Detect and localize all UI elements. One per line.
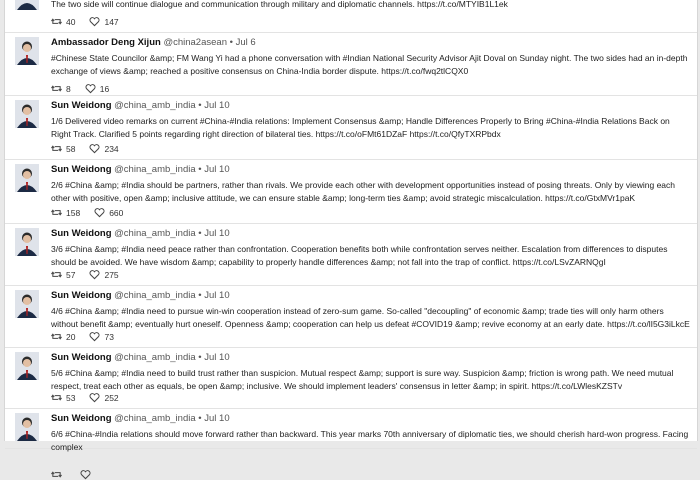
tweet-text: 4/6 #China &amp; #India need to pursue win-win cooperation instead of zero-sum game. So-called "decoupling" of economic &amp; trade ties will only harm others without benefit &amp; eventually hurt oneself. Openness &amp; cooperation can help us defeat #COVID19 &amp; revive economy at an early date. https://t.co/lI5G3iLkcE <box>51 306 690 329</box>
retweet-button[interactable] <box>51 83 71 94</box>
tweet-actions <box>51 16 119 27</box>
author-handle[interactable]: @china_amb_india <box>114 352 196 363</box>
tweet[interactable] <box>5 160 697 224</box>
retweet-button[interactable] <box>51 269 75 280</box>
retweet-button[interactable] <box>51 207 80 218</box>
author-handle[interactable]: @china_amb_india <box>114 100 196 111</box>
author-handle[interactable]: @china_amb_india <box>114 413 196 424</box>
retweet-button[interactable] <box>51 469 66 480</box>
author-name[interactable]: Sun Weidong <box>51 413 112 424</box>
tweet[interactable] <box>5 286 697 348</box>
tweet-header <box>51 413 230 425</box>
retweet-icon <box>51 143 62 154</box>
like-button[interactable] <box>89 392 118 403</box>
retweet-button[interactable] <box>51 143 75 154</box>
tweet-actions <box>51 269 119 280</box>
avatar[interactable] <box>15 352 39 380</box>
avatar[interactable] <box>15 0 39 10</box>
tweet[interactable] <box>5 96 697 160</box>
retweet-button[interactable] <box>51 392 75 403</box>
retweet-count: 58 <box>66 143 76 154</box>
like-button[interactable] <box>89 16 118 27</box>
tweet-text: #Chinese State Councilor &amp; FM Wang Yi had a phone conversation with #Indian National Security Advisor Ajit Doval on Sunday night. The two sides had an in-depth exchange of views &amp; reached a positive consensus on China-India border dispute. https://t.co/fwq2tlCQX0 <box>51 53 688 76</box>
author-name[interactable]: Sun Weidong <box>51 352 112 363</box>
tweet-date[interactable]: Jul 10 <box>204 290 230 301</box>
author-name[interactable]: Sun Weidong <box>51 228 112 239</box>
like-count: 73 <box>104 331 114 342</box>
tweet[interactable] <box>5 348 697 409</box>
retweet-count: 57 <box>66 269 76 280</box>
like-count: 660 <box>109 207 124 218</box>
separator: • <box>195 164 205 175</box>
avatar[interactable] <box>15 164 39 192</box>
heart-icon <box>89 143 100 154</box>
heart-icon <box>85 83 96 94</box>
retweet-count: 158 <box>66 207 81 218</box>
separator: • <box>195 100 205 111</box>
like-button[interactable] <box>85 83 109 94</box>
separator: • <box>195 290 205 301</box>
tweet-actions <box>51 83 109 94</box>
retweet-button[interactable] <box>51 16 75 27</box>
tweet-header <box>51 164 230 176</box>
tweet-header <box>51 290 230 302</box>
avatar[interactable] <box>15 290 39 318</box>
tweet-header <box>51 352 230 364</box>
tweet-text: 5/6 #China &amp; #India need to build trust rather than suspicion. Mutual respect &amp; support is sure way. Suspicion &amp; friction is wrong path. We need mutual respect, treat each other as equals, be open &amp; inclusive. We should implement leaders' consensus in letter &amp; in spirit. https://t.co/LWlesKZSTv <box>51 368 674 391</box>
retweet-count: 53 <box>66 392 76 403</box>
tweet-header <box>51 100 230 112</box>
author-handle[interactable]: @china_amb_india <box>114 290 196 301</box>
tweet-actions <box>51 207 123 218</box>
like-count: 234 <box>104 143 119 154</box>
tweet[interactable] <box>5 33 697 96</box>
heart-icon <box>89 269 100 280</box>
heart-icon <box>89 331 100 342</box>
like-count: 147 <box>104 16 119 27</box>
author-name[interactable]: Sun Weidong <box>51 290 112 301</box>
like-button[interactable] <box>89 143 118 154</box>
like-count: 16 <box>99 83 110 94</box>
author-name[interactable]: Ambassador Deng Xijun <box>51 37 161 48</box>
heart-icon <box>89 16 100 27</box>
like-button[interactable] <box>80 469 95 480</box>
tweet-date[interactable]: Jul 10 <box>204 352 230 363</box>
retweet-icon <box>51 469 62 480</box>
tweet[interactable] <box>5 224 697 286</box>
retweet-icon <box>51 392 62 403</box>
avatar[interactable] <box>15 37 39 65</box>
avatar[interactable] <box>15 100 39 128</box>
author-handle[interactable]: @china2asean <box>163 37 227 48</box>
tweet-date[interactable]: Jul 10 <box>204 164 230 175</box>
like-button[interactable] <box>89 331 113 342</box>
tweet-actions <box>51 143 119 154</box>
author-name[interactable]: Sun Weidong <box>51 164 112 175</box>
heart-icon <box>80 469 91 480</box>
tweet-header <box>51 37 256 49</box>
tweet-date[interactable]: Jul 6 <box>235 37 256 48</box>
like-count: 252 <box>104 392 119 403</box>
like-button[interactable] <box>89 269 118 280</box>
tweet-text: 6/6 #China-#India relations should move forward rather than backward. This year marks 70th anniversary of diplomatic ties, we should cherish hard-won progress. Facing complex <box>51 429 689 452</box>
retweet-count: 20 <box>66 331 76 342</box>
heart-icon <box>94 207 105 218</box>
retweet-icon <box>51 331 62 342</box>
retweet-icon <box>51 269 62 280</box>
tweet-date[interactable]: Jul 10 <box>204 100 230 111</box>
like-count: 275 <box>104 269 119 280</box>
avatar[interactable] <box>15 413 39 441</box>
tweet-date[interactable]: Jul 10 <box>204 228 230 239</box>
author-name[interactable]: Sun Weidong <box>51 100 112 111</box>
tweet-actions <box>51 469 95 480</box>
separator: • <box>195 413 205 424</box>
separator: • <box>195 228 205 239</box>
tweet-date[interactable]: Jul 10 <box>204 413 230 424</box>
author-handle[interactable]: @china_amb_india <box>114 228 196 239</box>
tweet-text: The two side will continue dialogue and communication through military and diplomatic channels. https://t.co/MTYIB1L1ek <box>51 0 508 9</box>
avatar[interactable] <box>15 228 39 256</box>
tweet-actions <box>51 331 114 342</box>
retweet-icon <box>51 83 62 94</box>
tweet-top-partial[interactable] <box>5 0 697 33</box>
separator: • <box>195 352 205 363</box>
tweet-text: 3/6 #China &amp; #India need peace rather than confrontation. Cooperation benefits both while confrontation serves neither. Escalation from differences to disputes should be avoided. We have wisdom &amp; capability to properly handle differences &amp; not fall into the trap of conflict. https://t.co/LSvZARNQgI <box>51 244 668 267</box>
author-handle[interactable]: @china_amb_india <box>114 164 196 175</box>
like-button[interactable] <box>94 207 123 218</box>
tweet[interactable] <box>5 409 697 452</box>
tweet-header <box>51 228 230 240</box>
retweet-count: 8 <box>66 83 71 94</box>
tweet-feed <box>4 0 698 452</box>
heart-icon <box>89 392 100 403</box>
tweet-text: 2/6 #China &amp; #India should be partners, rather than rivals. We provide each other with development opportunities instead of posing threats. Only by viewing each other with positive, open &amp; inclusive attitude, we can ensure stable &amp; long-term ties &amp; avoid strategic miscalculation. https://t.co/GtxMVr1paK <box>51 180 676 203</box>
retweet-button[interactable] <box>51 331 75 342</box>
separator: • <box>226 37 236 48</box>
retweet-count: 40 <box>66 16 76 27</box>
retweet-icon <box>51 207 62 218</box>
tweet-text: 1/6 Delivered video remarks on current #China-#India relations: Implement Consensus &amp; Handle Differences Properly to Bring #China-#India Relations Back on Right Track. Clarified 5 points regarding right direction of bilateral ties. https://t.co/oFMt61DZaF https://t.co/QfyTXRPbdx <box>51 116 670 139</box>
tweet-actions <box>51 392 119 403</box>
retweet-icon <box>51 16 62 27</box>
